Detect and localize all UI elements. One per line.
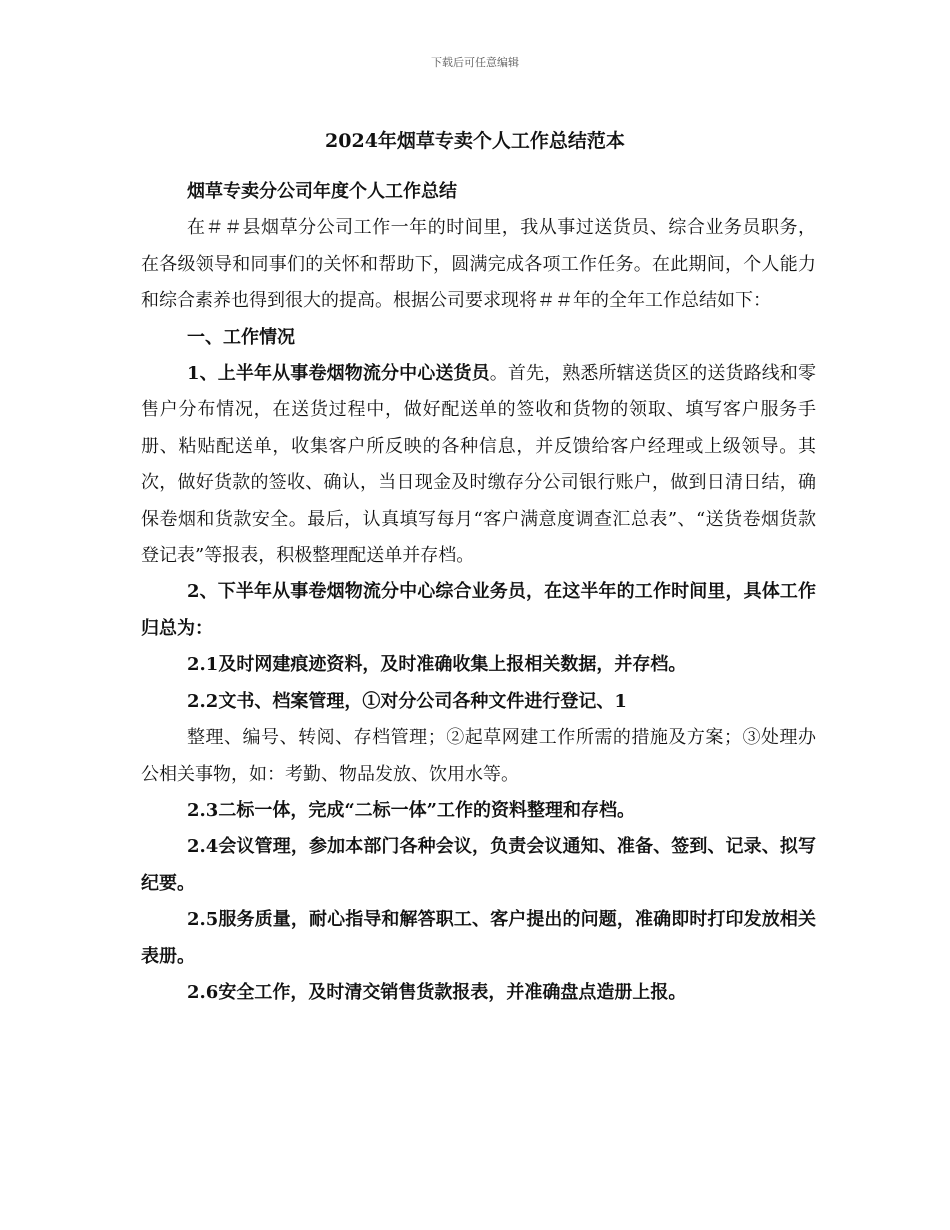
item-2-6: 2.6安全工作，及时清交销售货款报表，并准确盘点造册上报。 [187, 981, 687, 1003]
section-heading-work: 一、工作情况 [187, 326, 295, 348]
item-2-4: 2.4会议管理，参加本部门各种会议，负责会议通知、准备、签到、记录、拟写纪要。 [141, 836, 816, 894]
item-2-5: 2.5服务质量，耐心指导和解答职工、客户提出的问题，准确即时打印发放相关表册。 [141, 909, 816, 967]
item-1-text: 。首先，熟悉所辖送货区的送货路线和零售户分布情况，在送货过程中，做好配送单的签收和货物的领取、填写客户服务手册、粘贴配送单，收集客户所反映的各种信息，并反馈给客户经理或上级领导。其次，做好货款的签收、确认，当日现金及时缴存分公司银行账户，做到日清日结，确保卷烟和货款安全。最后，认真填写每月“客户满意度调查汇总表”、“送货卷烟货款登记表”等报表，积极整理配送单并存档。 [141, 363, 816, 567]
item-2-2-text: 整理、编号、转阅、存档管理；②起草网建工作所需的措施及方案；③处理办公相关事物，如：考勤、物品发放、饮用水等。 [141, 727, 816, 785]
subtitle: 烟草专卖分公司年度个人工作总结 [187, 181, 457, 202]
item-2-1: 2.1及时网建痕迹资料，及时准确收集上报相关数据，并存档。 [187, 654, 687, 676]
intro-paragraph: 在＃＃县烟草分公司工作一年的时间里，我从事过送货员、综合业务员职务，在各级领导和同事们的关怀和帮助下，圆满完成各项工作任务。在此期间，个人能力和综合素养也得到很大的提高。根据公司要求现将＃＃年的全年工作总结如下： [141, 217, 816, 312]
item-2-2-lead: 2.2文书、档案管理，①对分公司各种文件进行登记、1 [187, 690, 627, 712]
document-body [141, 174, 816, 1011]
item-2-3: 2.3二标一体，完成“二标一体”工作的资料整理和存档。 [187, 799, 636, 821]
item-2-paragraph: 2、下半年从事卷烟物流分中心综合业务员，在这半年的工作时间里，具体工作归总为： [141, 581, 816, 639]
document-title: 2024年烟草专卖个人工作总结范本 [325, 130, 625, 152]
header-note: 下载后可任意编辑 [431, 56, 519, 69]
item-1-paragraph [141, 356, 816, 574]
item-1-lead: 1、上半年从事卷烟物流分中心送货员 [187, 363, 490, 385]
